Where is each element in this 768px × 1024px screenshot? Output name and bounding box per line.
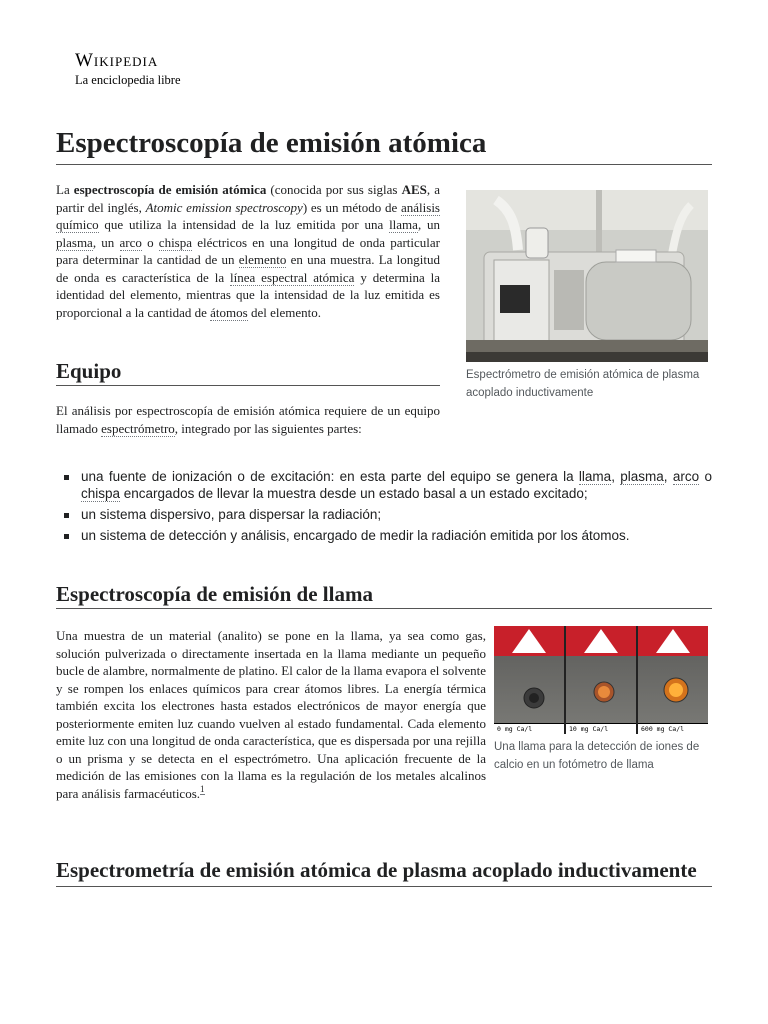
intro-text: La xyxy=(56,182,74,197)
list-text: o xyxy=(699,469,712,484)
spectrometer-illustration xyxy=(466,190,708,362)
llama-text: Una muestra de un material (analito) se pone en la llama, ya sea como gas, solución pulverizada o directamente insertada en la llama mediante un pequeño bucle de alambre, normalmente de platino. El calor de la llama evapora el solvente y se rompen los enlaces químicos para crear átomos libres. La energía térmica también excita los electrones hasta estados electrónicos de mayor energía que posteriormente emiten luz cuando vuelven al estado fundamental. Cada elemento emite luz con una longitud de onda característica, que es dispersada por una rejilla o un prisma y se detecta en el espectrómetro. Una aplicación frecuente de la medición de las emisiones con la llama es la regulación de los metales alcalinos para análisis farmacéuticos. xyxy=(56,628,486,801)
link-chispa[interactable]: chispa xyxy=(81,486,121,501)
link-chispa[interactable]: chispa xyxy=(158,234,193,250)
intro-text: que utiliza la intensidad de la luz emitida por una xyxy=(98,217,390,232)
flame-label: 0 mg Ca/l xyxy=(494,723,564,734)
section-heading-llama: Espectroscopía de emisión de llama xyxy=(56,580,712,609)
list-text: , xyxy=(663,469,673,484)
intro-text: en una muestra. La longitud de onda es característica de la xyxy=(56,252,440,285)
link-llama[interactable]: llama xyxy=(578,469,612,484)
english-term: Atomic emission spectroscopy xyxy=(145,199,303,215)
list-item: un sistema dispersivo, para dispersar la radiación; xyxy=(62,506,712,523)
link-plasma[interactable]: plasma xyxy=(56,234,93,250)
wikipedia-logo[interactable] xyxy=(75,50,181,87)
equipo-text: El análisis por espectroscopía de emisión atómica requiere de un equipo llamado xyxy=(56,403,440,436)
bold-term: espectroscopía de emisión atómica xyxy=(73,182,267,197)
section-heading-icp: Espectrometría de emisión atómica de plasma acoplado inductivamente xyxy=(56,856,712,887)
figure-spectrometer xyxy=(466,190,708,402)
intro-text: o xyxy=(141,234,159,250)
logo-wordmark: Wikipedia xyxy=(75,50,159,71)
link-plasma[interactable]: plasma xyxy=(620,469,664,484)
equipo-text: , integrado por las siguientes partes: xyxy=(174,420,362,436)
page-title: Espectroscopía de emisión atómica xyxy=(56,124,712,165)
link-espectrometro[interactable]: espectrómetro xyxy=(101,420,175,436)
list-item: un sistema de detección y análisis, encargado de medir la radiación emitida por los átomos. xyxy=(62,527,712,544)
flame-label: 10 mg Ca/l xyxy=(566,723,636,734)
intro-text: , a partir del inglés, xyxy=(56,182,440,215)
logo-tagline: La enciclopedia libre xyxy=(75,73,181,87)
intro-text: y determina la identidad del elemento, mientras que la intensidad de la luz emitida es proporcional a la cantidad de xyxy=(56,269,441,320)
intro-text: , un xyxy=(92,234,120,250)
llama-paragraph xyxy=(56,627,712,802)
intro-text: ) es un método de xyxy=(302,199,401,215)
section-heading-equipo: Equipo xyxy=(56,357,440,386)
intro-text: , un xyxy=(417,217,440,232)
figure-caption: Espectrómetro de emisión atómica de plasma acoplado inductivamente xyxy=(466,369,700,399)
list-text: , xyxy=(611,469,621,484)
link-llama[interactable]: llama xyxy=(389,217,418,232)
reference-link[interactable]: 1 xyxy=(200,784,205,795)
equipo-paragraph xyxy=(56,402,440,437)
intro-text: eléctricos en una longitud de onda particular para determinar la cantidad de un xyxy=(56,234,441,267)
intro-text: (conocida por sus siglas xyxy=(266,182,402,197)
figure-caption: Una llama para la detección de iones de calcio en un fotómetro de llama xyxy=(494,741,700,771)
list-item xyxy=(62,468,712,502)
equipo-list xyxy=(62,468,712,548)
bold-abbreviation: AES xyxy=(401,182,427,197)
intro-paragraph xyxy=(56,181,440,321)
flame-label: 600 mg Ca/l xyxy=(638,723,708,734)
intro-text: del elemento. xyxy=(247,304,321,320)
link-analisis-quimico[interactable]: análisis químico xyxy=(56,199,440,232)
link-atomos[interactable]: átomos xyxy=(210,304,248,320)
float-spacer xyxy=(486,627,712,775)
link-linea-espectral[interactable]: línea espectral atómica xyxy=(230,269,355,285)
list-text: una fuente de ionización o de excitación: en esta parte del equipo se genera la xyxy=(81,469,579,484)
link-arco[interactable]: arco xyxy=(672,469,700,484)
list-text: encargados de llevar la muestra desde un estado basal a un estado excitado; xyxy=(120,486,588,501)
link-arco[interactable]: arco xyxy=(119,234,142,250)
link-elemento[interactable]: elemento xyxy=(238,252,287,267)
spectrometer-image[interactable] xyxy=(466,190,708,362)
